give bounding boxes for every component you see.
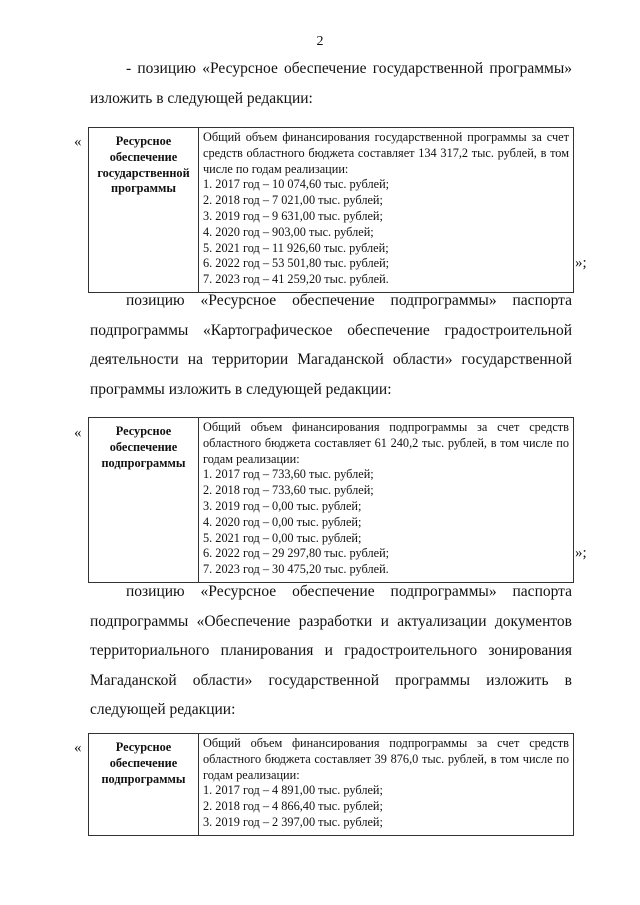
year-line: 2. 2018 год – 4 866,40 тыс. рублей; [203, 799, 383, 814]
year-line: 6. 2022 год – 53 501,80 тыс. рублей; [203, 256, 390, 271]
year-line: 3. 2019 год – 9 631,00 тыс. рублей; [203, 208, 383, 223]
paragraph-text: позицию «Ресурсное обеспечение подпрограммы» паспорта подпрограммы «Обеспечение разработки и актуализации документов территориального планирования и градостроительного зонирования Магаданской области» государственной программы изложить в следующей редакции: [90, 583, 572, 718]
close-quote: »; [575, 545, 587, 561]
year-line: 6. 2022 год – 29 297,80 тыс. рублей; [203, 546, 390, 561]
close-quote: »; [575, 255, 587, 271]
resource-table-planning [88, 733, 574, 836]
table-summary: Общий объем финансирования подпрограммы за счет средств областного бюджета составляет 39 876,0 тыс. рублей, в том числе по годам реализации: [203, 736, 569, 782]
year-line: 5. 2021 год – 11 926,60 тыс. рублей; [203, 240, 389, 255]
year-line: 2. 2018 год – 733,60 тыс. рублей; [203, 483, 374, 498]
open-quote: « [74, 134, 82, 150]
resource-table-program [88, 127, 574, 293]
open-quote: « [74, 740, 82, 756]
table-content [199, 734, 574, 836]
table-label: Ресурсное обеспечение подпрограммы [89, 734, 199, 836]
year-line: 4. 2020 год – 903,00 тыс. рублей; [203, 224, 374, 239]
paragraph-text: - позицию «Ресурсное обеспечение государственной программы» изложить в следующей редакции: [90, 60, 572, 107]
year-line: 2. 2018 год – 7 021,00 тыс. рублей; [203, 193, 383, 208]
table-content [199, 128, 574, 293]
page-number: 2 [316, 34, 324, 49]
paragraph-planning-subprogram [90, 577, 572, 725]
year-line: 1. 2017 год – 733,60 тыс. рублей; [203, 467, 374, 482]
table-summary: Общий объем финансирования подпрограммы за счет средств областного бюджета составляет 61 240,2 тыс. рублей, в том числе по годам реализации: [203, 420, 569, 466]
table-label: Ресурсное обеспечение государственной программы [89, 128, 199, 293]
year-line: 1. 2017 год – 4 891,00 тыс. рублей; [203, 783, 383, 798]
year-line: 5. 2021 год – 0,00 тыс. рублей; [203, 530, 362, 545]
table-summary: Общий объем финансирования государственной программы за счет средств областного бюджета составляет 134 317,2 тыс. рублей, в том числе по годам реализации: [203, 130, 569, 176]
paragraph-program-resources [90, 54, 572, 113]
year-line: 7. 2023 год – 41 259,20 тыс. рублей. [203, 272, 389, 287]
paragraph-cartography-subprogram [90, 286, 572, 404]
resource-table-cartography [88, 417, 574, 583]
table-content [199, 418, 574, 583]
year-line: 7. 2023 год – 30 475,20 тыс. рублей. [203, 562, 389, 577]
year-line: 4. 2020 год – 0,00 тыс. рублей; [203, 514, 362, 529]
paragraph-text: позицию «Ресурсное обеспечение подпрограммы» паспорта подпрограммы «Картографическое обеспечение градостроительной деятельности на территории Магаданской области» государственной программы изложить в следующей редакции: [90, 292, 572, 398]
table-label: Ресурсное обеспечение подпрограммы [89, 418, 199, 583]
year-line: 1. 2017 год – 10 074,60 тыс. рублей; [203, 177, 390, 192]
year-line: 3. 2019 год – 2 397,00 тыс. рублей; [203, 814, 383, 829]
open-quote: « [74, 425, 82, 441]
year-line: 3. 2019 год – 0,00 тыс. рублей; [203, 498, 362, 513]
